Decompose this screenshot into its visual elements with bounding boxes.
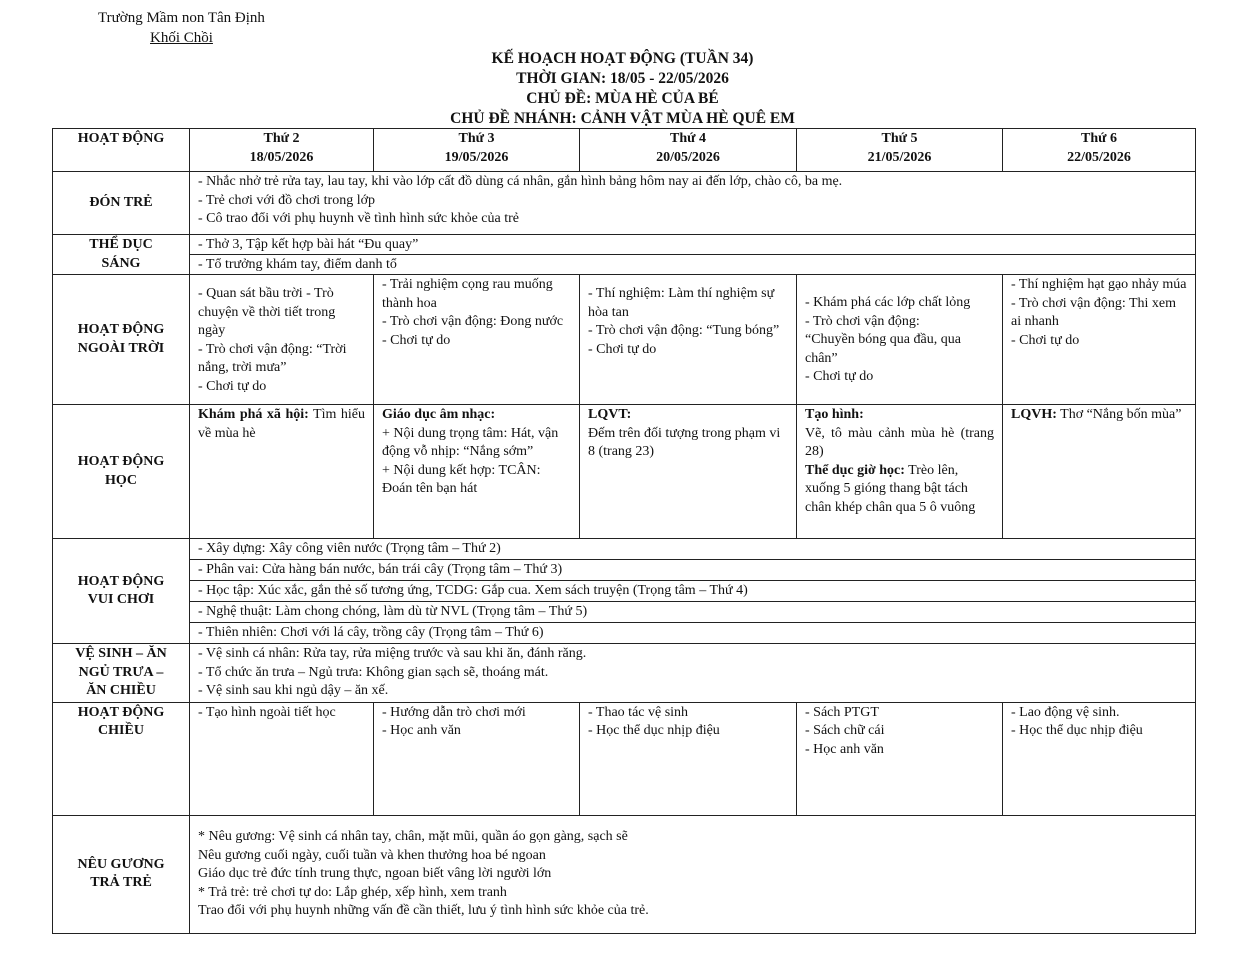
vui-choi-content: - Xây dựng: Xây công viên nước (Trọng tâm – Thứ 2) - Phân vai: Cửa hàng bán nước, bán trái cây (Trọng tâm – Thứ 3) - Học tập: Xúc xắc, gắn thẻ số tương ứng, TCDG: Gắp cua. Xem sách truyện (Trọng tâm – Thứ 4) - Nghệ thuật: Làm chong chóng, làm dù từ NVL (Trọng tâm – Thứ 5) - Thiên nhiên: Chơi với lá cây, trồng cây (Trọng tâm – Thứ 6) (190, 539, 1196, 644)
row-label-vui-choi: HOẠT ĐỘNG VUI CHƠI (53, 539, 190, 644)
row-don-tre (53, 172, 1196, 235)
hoc-day-3: LQVT: Đếm trên đối tượng trong phạm vi 8 (trang 23) (580, 405, 797, 539)
table-header-row (53, 129, 1196, 172)
ngoai-troi-day-1: - Quan sát bầu trời - Trò chuyện về thời tiết trong ngày - Trò chơi vận động: “Trời nắng, trời mưa” - Chơi tự do (190, 275, 374, 405)
ngoai-troi-day-5: - Thí nghiệm hạt gạo nhảy múa - Trò chơi vận động: Thi xem ai nhanh - Chơi tự do (1003, 275, 1196, 405)
hoc-day-2: Giáo dục âm nhạc: + Nội dung trọng tâm: Hát, vận động vỗ nhịp: “Nắng sớm” + Nội dung kết hợp: TCÂN: Đoán tên bạn hát (374, 405, 580, 539)
row-ngoai-troi (53, 275, 1196, 405)
day-header-5: Thứ 6 22/05/2026 (1003, 129, 1196, 172)
day-header-4: Thứ 5 21/05/2026 (797, 129, 1003, 172)
ngoai-troi-day-3: - Thí nghiệm: Làm thí nghiệm sự hòa tan - Trò chơi vận động: “Tung bóng” - Chơi tự do (580, 275, 797, 405)
school-header (98, 8, 265, 48)
ngoai-troi-day-2: - Trải nghiệm cọng rau muống thành hoa - Trò chơi vận động: Đong nước - Chơi tự do (374, 275, 580, 405)
plan-title: KẾ HOẠCH HOẠT ĐỘNG (TUẦN 34) (491, 50, 754, 67)
ve-sinh-content: - Vệ sinh cá nhân: Rửa tay, rửa miệng trước và sau khi ăn, đánh răng. - Tổ chức ăn trưa – Ngủ trưa: Không gian sạch sẽ, thoáng mát. - Vệ sinh sau khi ngủ dậy – ăn xế. (190, 644, 1196, 703)
row-the-duc-sang (53, 235, 1196, 275)
chieu-day-5: - Lao động vệ sinh. - Học thể dục nhịp điệu (1003, 702, 1196, 815)
neu-guong-content: * Nêu gương: Vệ sinh cá nhân tay, chân, mặt mũi, quần áo gọn gàng, sạch sẽ Nêu gương cuối ngày, cuối tuần và khen thưởng hoa bé ngoan Giáo dục trẻ đức tính trung thực, ngoan biết vâng lời người lớn * Trả trẻ: trẻ chơi tự do: Lắp ghép, xếp hình, xem tranh Trao đổi với phụ huynh những vấn đề cần thiết, lưu ý tình hình sức khỏe của trẻ. (190, 815, 1196, 934)
chieu-day-1: - Tạo hình ngoài tiết học (190, 702, 374, 815)
row-label-ve-sinh: VỆ SINH – ĂN NGỦ TRƯA – ĂN CHIỀU (53, 644, 190, 703)
row-label-ngoai-troi: HOẠT ĐỘNG NGOÀI TRỜI (53, 275, 190, 405)
the-duc-content: - Thở 3, Tập kết hợp bài hát “Đu quay” - Tổ trưởng khám tay, điểm danh tổ (190, 235, 1196, 275)
school-name: Trường Mầm non Tân Định (98, 10, 265, 26)
plan-time: THỜI GIAN: 18/05 - 22/05/2026 (516, 70, 729, 87)
row-ve-sinh (53, 644, 1196, 703)
chieu-day-4: - Sách PTGT - Sách chữ cái - Học anh văn (797, 702, 1003, 815)
class-block: Khối Chồi (150, 30, 213, 46)
day-header-2: Thứ 3 19/05/2026 (374, 129, 580, 172)
row-label-the-duc-sang: THỂ DỤC SÁNG (53, 235, 190, 275)
hoc-day-1: Khám phá xã hội: Tìm hiểu về mùa hè (190, 405, 374, 539)
day-header-3: Thứ 4 20/05/2026 (580, 129, 797, 172)
row-label-hoc: HOẠT ĐỘNG HỌC (53, 405, 190, 539)
chieu-day-2: - Hướng dẫn trò chơi mới - Học anh văn (374, 702, 580, 815)
row-hoat-dong-chieu (53, 702, 1196, 815)
hoc-day-4: Tạo hình: Vẽ, tô màu cảnh mùa hè (trang 28) Thể dục giờ học: Trèo lên, xuống 5 gióng thang bật tách chân khép chân qua 5 ô vuông (797, 405, 1003, 539)
ngoai-troi-day-4: - Khám phá các lớp chất lỏng - Trò chơi vận động: “Chuyền bóng qua đầu, qua chân” - Chơi tự do (797, 275, 1003, 405)
row-neu-guong (53, 815, 1196, 934)
row-label-chieu: HOẠT ĐỘNG CHIỀU (53, 702, 190, 815)
chieu-day-3: - Thao tác vệ sinh - Học thể dục nhịp điệu (580, 702, 797, 815)
row-vui-choi (53, 539, 1196, 644)
row-label-neu-guong: NÊU GƯƠNG TRẢ TRẺ (53, 815, 190, 934)
row-label-don-tre: ĐÓN TRẺ (53, 172, 190, 235)
activity-column-header: HOẠT ĐỘNG (53, 129, 190, 172)
plan-theme: CHỦ ĐỀ: MÙA HÈ CỦA BÉ (526, 90, 719, 107)
row-hoat-dong-hoc (53, 405, 1196, 539)
don-tre-content: - Nhắc nhở trẻ rửa tay, lau tay, khi vào lớp cất đồ dùng cá nhân, gắn hình bảng hôm nay ai đến lớp, chào cô, ba mẹ. - Trẻ chơi với đồ chơi trong lớp - Cô trao đổi với phụ huynh về tình hình sức khỏe của trẻ (190, 172, 1196, 235)
plan-subtheme: CHỦ ĐỀ NHÁNH: CẢNH VẬT MÙA HÈ QUÊ EM (450, 110, 795, 127)
plan-titles (0, 49, 1245, 129)
hoc-day-5: LQVH: Thơ “Nắng bốn mùa” (1003, 405, 1196, 539)
activity-plan-table (52, 128, 1196, 934)
day-header-1: Thứ 2 18/05/2026 (190, 129, 374, 172)
